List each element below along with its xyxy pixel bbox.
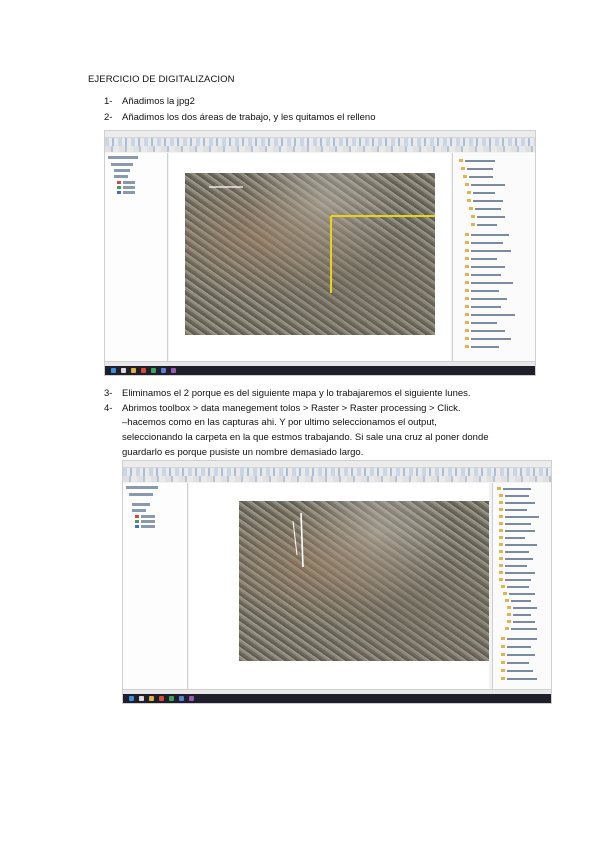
- work-area-outline: [169, 153, 451, 365]
- toolbar-secondary: [123, 476, 551, 482]
- catalog-panel: [452, 153, 535, 365]
- step-number: 1-: [104, 96, 113, 107]
- map-canvas: [189, 483, 489, 693]
- windows-taskbar: [105, 366, 535, 375]
- catalog-panel: [492, 483, 551, 693]
- step-number: 2-: [104, 112, 113, 123]
- step-text: Añadimos los dos áreas de trabajo, y les quitamos el relleno: [122, 112, 376, 123]
- step-number: 4-: [104, 403, 113, 414]
- toolbar-secondary: [105, 146, 535, 152]
- step-text: Añadimos la jpg2: [122, 96, 195, 107]
- toolbar: [105, 138, 535, 146]
- windows-taskbar: [123, 694, 551, 703]
- step-text: Abrimos toolbox > data manegement tolos > Raster > Raster processing > Click.: [122, 403, 461, 414]
- document-title: EJERCICIO DE DIGITALIZACION: [88, 74, 235, 85]
- work-area-outline: [189, 483, 489, 693]
- arcmap-screenshot-2: [122, 460, 552, 704]
- menu-bar: [105, 131, 535, 138]
- arcmap-screenshot-1: [104, 130, 536, 376]
- table-of-contents-panel: [123, 483, 188, 693]
- step-text: Eliminamos el 2 porque es del siguiente mapa y lo trabajaremos el siguiente lunes.: [122, 388, 471, 399]
- step-4-line-3: seleccionando la carpeta en la que estmos trabajando. Si sale una cruz al poner donde: [122, 432, 489, 443]
- toolbar: [123, 468, 551, 476]
- step-4-line-2: –hacemos como en las capturas ahi. Y por ultimo seleccionamos el output,: [122, 417, 437, 428]
- menu-bar: [123, 461, 551, 468]
- map-canvas: [169, 153, 451, 365]
- table-of-contents-panel: [105, 153, 168, 365]
- step-4-line-4: guardarlo es porque pusiste un nombre demasiado largo.: [122, 447, 364, 458]
- step-number: 3-: [104, 388, 113, 399]
